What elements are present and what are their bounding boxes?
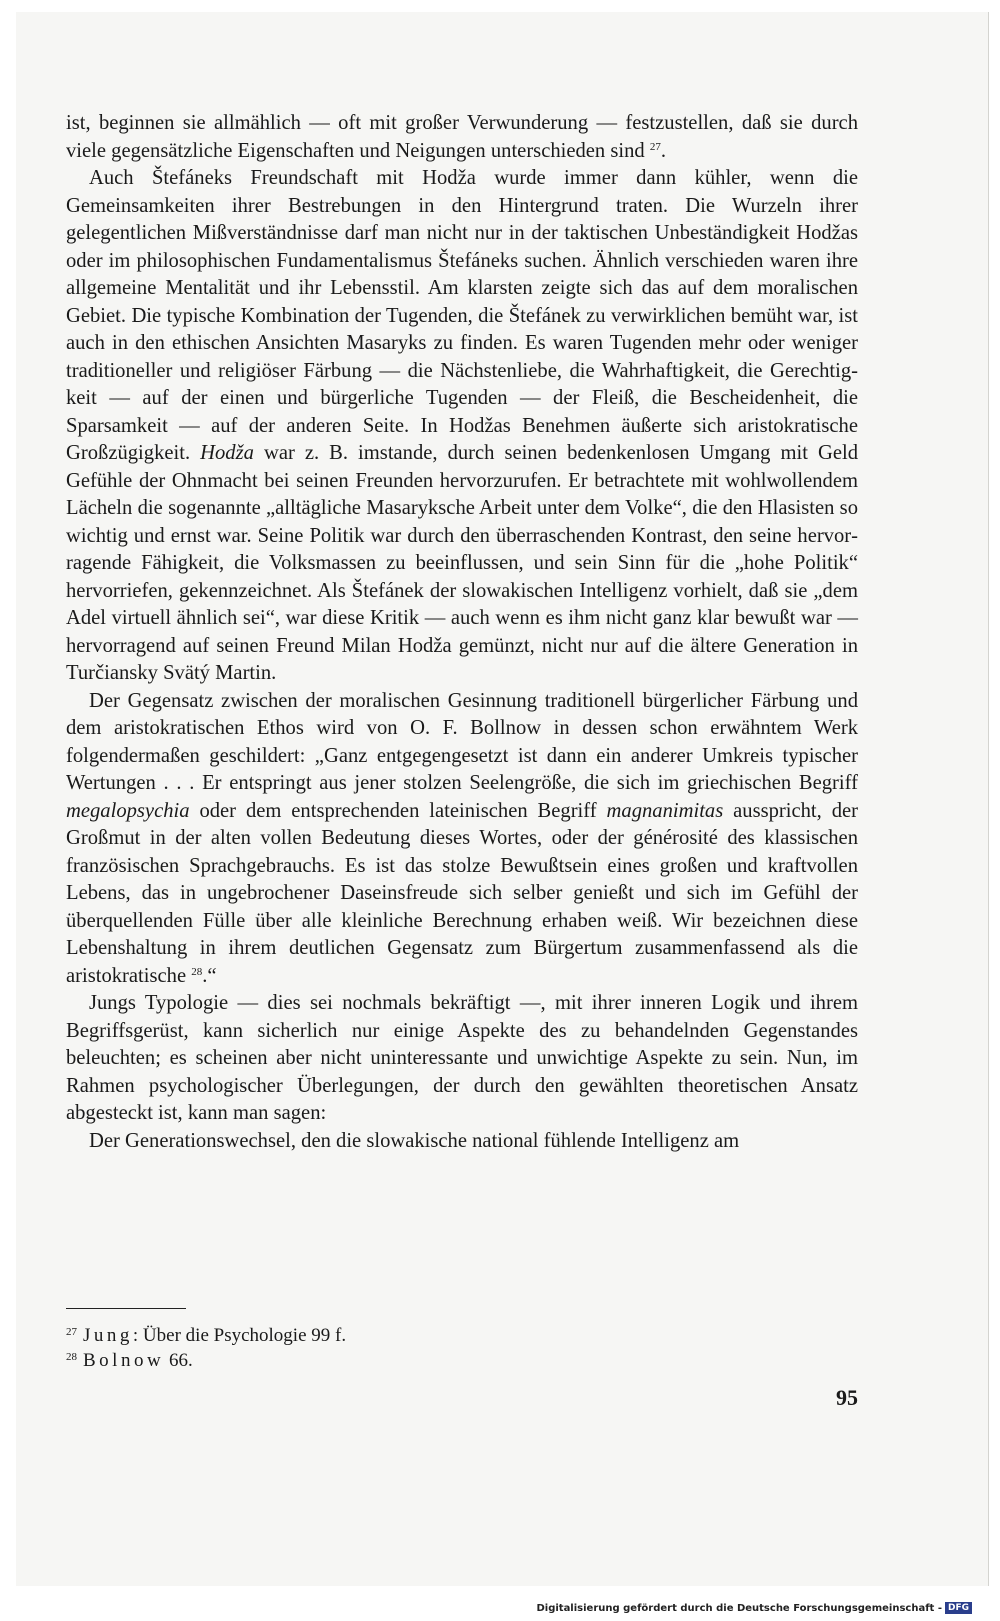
- footnote-divider: [66, 1308, 186, 1309]
- paragraph-3-a: Der Gegensatz zwischen der moralischen Gesinnung traditionell bürgerlicher Färbung und dem aristokratischen Ethos wird von O. F. Bollnow in dessen schon erwähntem Werk folgendermaßen geschildert: „Ganz entgegengesetzt ist dann ein anderer Umkreis typischer Wertungen . . . Er entspringt aus jener stolzen Seelengröße, die sich im griechischen Begriff: [66, 689, 858, 794]
- paragraph-1: [66, 110, 858, 165]
- body-text: [66, 110, 858, 1155]
- paragraph-2-name: Hodža: [200, 442, 254, 464]
- digitization-credit: [536, 1602, 972, 1614]
- paragraph-3: [66, 688, 858, 991]
- footnote-27: [66, 1323, 858, 1348]
- paragraph-1-end: .: [660, 139, 667, 162]
- footnote-text: 66.: [164, 1350, 193, 1371]
- paragraph-3-term-1: megalopsychia: [66, 799, 190, 822]
- footnote-author: Bolnow: [83, 1350, 165, 1371]
- footnotes: [66, 1323, 858, 1373]
- paragraph-5: Der Generationswechsel, den die slowakische national fühlende Intelligenz am: [89, 1129, 740, 1152]
- footnote-28: [66, 1348, 858, 1373]
- paragraph-4: Jungs Typologie — dies sei nochmals bekräftigt —, mit ihrer inneren Logik und ihrem Begriffsgerüst, kann sicherlich nur einige Aspekte des zu behandelnden Gegenstandes beleuchten; es scheinen aber nicht uninteressante und unwichtige Aspekte zu sein. Nun, im Rahmen psychologischer Überlegungen, der durch den gewählten theoretischen Ansatz abgesteckt ist, kann man sagen:: [66, 992, 858, 1124]
- paragraph-3-c: ausspricht, der Großmut in der alten vollen Bedeutung dieses Wortes, oder der générosité des klassischen französischen Sprachgebrauchs. Es ist das stolze Bewußtsein eines großen und kraftvollen Lebens, das in ungebrochener Daseinsfreude sich selber genießt und sich im Gefühl der überquellenden Fülle über alle kleinliche Berechnung erhaben weiß. Wir bezeichnen diese Lebenshaltung in ihrem deutlichen Gegensatz zum Bürgertum zusammenfassend als die aristokratische: [66, 799, 858, 987]
- paragraph-3-b: oder dem entsprechenden lateinischen Begriff: [189, 799, 607, 822]
- paragraph-1-text: ist, beginnen sie allmählich — oft mit großer Verwunderung — festzustellen, daß sie durch viele gegensätzliche Eigenschaften und Neigungen unterschieden sind: [66, 112, 858, 162]
- dfg-logo: DFG: [945, 1602, 972, 1614]
- paragraph-2-text: Auch Štefáneks Freundschaft mit Hodža wurde immer dann kühler, wenn die Gemeinsamkeiten ihrer Bestrebungen in den Hintergrund traten. Die Wurzeln ihrer gelegentlichen Mißverständnisse darf man nicht nur in der taktischen Unbeständigkeit Hodžas oder im philosophischen Fundamentalismus Štefáneks suchen. Ähnlich verschieden waren ihre allgemeine Mentalität und ihr Lebensstil. Am klarsten zeigte sich das auf dem moralischen Gebiet. Die typische Kombination der Tugenden, die Štefánek zu verwirklichen bemüht war, ist auch in den ethischen Ansichten Masaryks zu finden. Es waren Tugenden mehr oder weniger traditioneller und religiöser Färbung — die Nächstenliebe, die Wahrhaftigkeit, die Gerechtigkeit — auf der einen und bürgerliche Tugenden — der Fleiß, die Bescheidenheit, die Sparsamkeit — auf der anderen Seite. In Hodžas Benehmen äußerte sich aristokratische Großzügigkeit.: [66, 167, 858, 464]
- footnote-author: Jung: [83, 1325, 133, 1346]
- paragraph-2: [66, 165, 858, 688]
- paragraph-3-term-2: magnanimitas: [606, 799, 724, 822]
- paragraph-3-end: .“: [202, 964, 217, 987]
- footnote-ref-28[interactable]: 28: [191, 965, 203, 978]
- footnote-number: 28: [66, 1351, 77, 1363]
- footnote-text: : Über die Psychologie 99 f.: [132, 1325, 347, 1346]
- page-number: 95: [836, 1385, 858, 1410]
- credit-text: Digitalisierung gefördert durch die Deutsche Forschungsgemeinschaft -: [536, 1602, 942, 1614]
- footnote-ref-27[interactable]: 27: [649, 140, 661, 153]
- paragraph-2-rest: war z. B. imstande, durch seinen bedenkenlosen Umgang mit Geld Gefühle der Ohnmacht bei seinen Freunden hervorzurufen. Er betrachtete mit wohlwollendem Lächeln die sogenannte „alltägliche Masaryksche Arbeit unter dem Volke“, die den Hlasisten so wichtig und ernst war. Seine Politik war durch den überraschenden Kontrast, den seine hervorragende Fähigkeit, die Volksmassen zu beeinflussen, und sein Sinn für die „hohe Politik“ hervorriefen, gekennzeichnet. Als Štefánek der slowakischen Intelligenz vorhielt, daß sie „dem Adel virtuell ähnlich sei“, war diese Kritik — auch wenn es ihm nicht ganz klar bewußt war — hervorragend auf seinen Freund Milan Hodža gemünzt, nicht nur auf die ältere Generation in Turčiansky Svätý Martin.: [66, 442, 858, 684]
- footnote-number: 27: [66, 1326, 77, 1338]
